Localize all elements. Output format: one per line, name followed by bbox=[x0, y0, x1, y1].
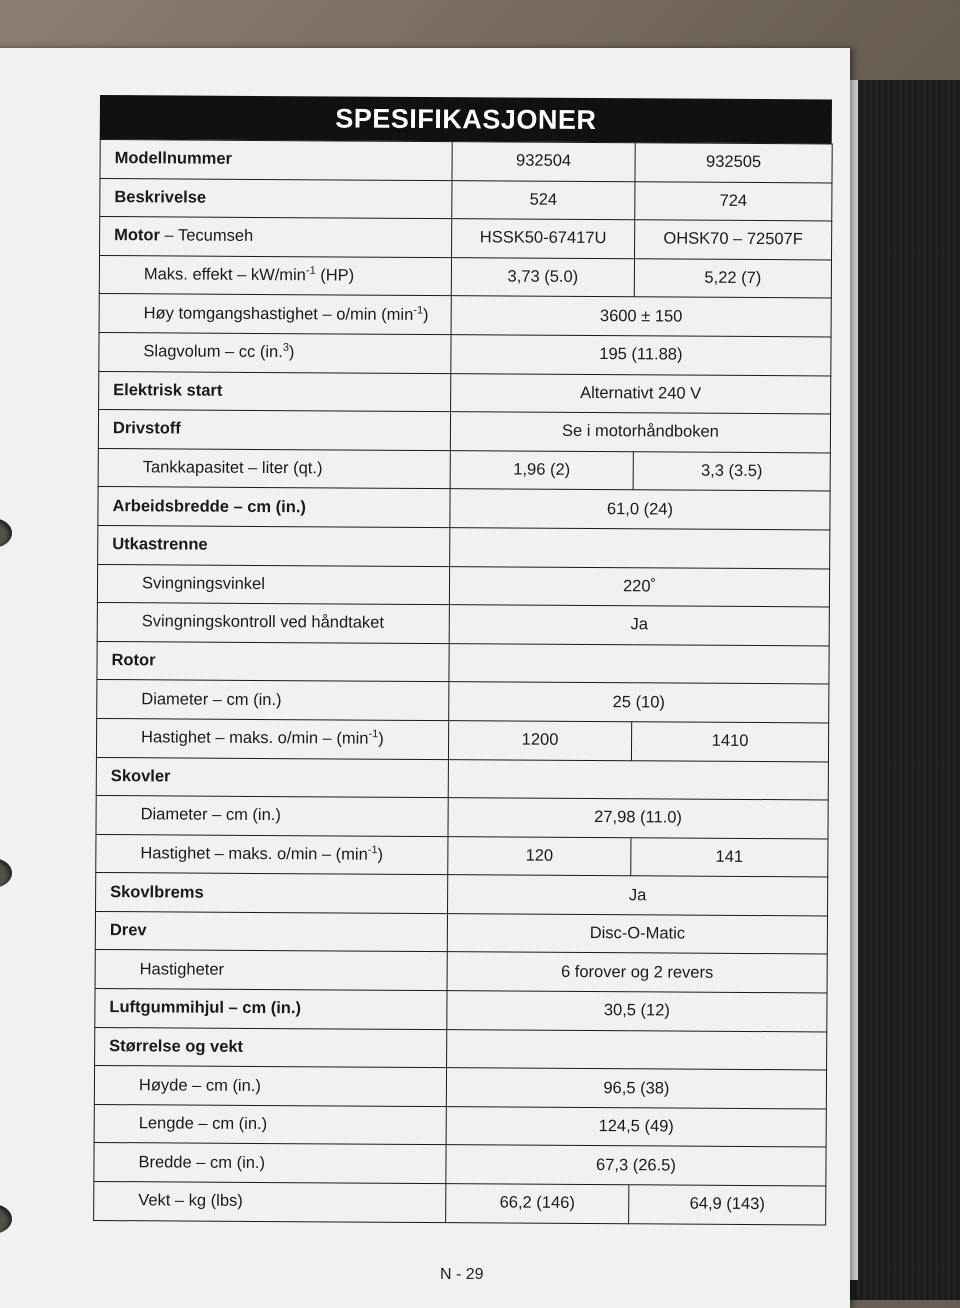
punch-hole bbox=[0, 518, 12, 548]
value-shared: Disc-O-Matic bbox=[447, 914, 827, 955]
row-label bbox=[99, 255, 451, 296]
table-row bbox=[95, 989, 827, 1032]
specifications-table bbox=[93, 95, 832, 1225]
section-label: Skovler bbox=[96, 757, 448, 798]
table-row bbox=[95, 1027, 827, 1070]
table-row bbox=[99, 371, 831, 414]
row-label: Diameter – cm (in.) bbox=[97, 680, 449, 721]
label-text: Slagvolum – cc (in. bbox=[143, 342, 283, 362]
row-label: Hastigheter bbox=[95, 950, 447, 991]
value-shared: Ja bbox=[449, 605, 829, 646]
row-label-bold: Motor bbox=[114, 226, 161, 245]
value-shared: 67,3 (26.5) bbox=[446, 1145, 826, 1186]
value-shared: Ja bbox=[448, 875, 828, 916]
binder-cover bbox=[850, 80, 960, 1300]
row-label bbox=[99, 332, 451, 373]
table-row bbox=[94, 1182, 826, 1225]
value-model-1: 120 bbox=[448, 836, 631, 876]
label-superscript: -1 bbox=[367, 844, 378, 857]
table-row bbox=[97, 641, 829, 684]
row-label: Tankkapasitet – liter (qt.) bbox=[98, 448, 450, 489]
value-model-2: 724 bbox=[635, 181, 832, 221]
label-text: ) bbox=[423, 305, 429, 324]
label-superscript: -1 bbox=[305, 264, 316, 277]
table-row bbox=[98, 448, 830, 491]
section-label: Størrelse og vekt bbox=[95, 1027, 447, 1068]
table-row bbox=[96, 757, 828, 800]
value-model-1: 932504 bbox=[452, 142, 635, 182]
table-row bbox=[99, 332, 831, 375]
value-model-1: 1200 bbox=[448, 721, 631, 761]
row-label: Modellnummer bbox=[100, 140, 452, 181]
table-row bbox=[99, 255, 831, 298]
label-text: ) bbox=[288, 343, 295, 362]
section-label: Rotor bbox=[97, 641, 449, 682]
table-row bbox=[94, 1143, 826, 1186]
table-row bbox=[94, 1066, 826, 1109]
table-row bbox=[98, 487, 830, 530]
value-model-2: 5,22 (7) bbox=[634, 259, 831, 299]
value-model-1: 524 bbox=[452, 180, 635, 220]
label-superscript: -1 bbox=[413, 304, 424, 317]
table-row bbox=[97, 603, 829, 646]
row-label: Luftgummihjul – cm (in.) bbox=[95, 989, 447, 1030]
row-label: Svingningsvinkel bbox=[97, 564, 449, 605]
value-shared: Se i motorhåndboken bbox=[450, 412, 830, 453]
table-row bbox=[98, 410, 830, 453]
value-shared: 27,98 (11.0) bbox=[448, 798, 828, 839]
row-label bbox=[99, 294, 451, 335]
value-shared: 25 (10) bbox=[449, 682, 829, 723]
label-superscript: 3 bbox=[282, 341, 290, 354]
row-label: Bredde – cm (in.) bbox=[94, 1143, 446, 1184]
value-model-2: 1410 bbox=[631, 722, 828, 762]
label-text: Hastighet – maks. o/min – (min bbox=[141, 728, 369, 748]
value-empty bbox=[447, 1029, 827, 1070]
table-row bbox=[98, 525, 830, 568]
value-model-1: 66,2 (146) bbox=[446, 1184, 629, 1224]
row-label: Høyde – cm (in.) bbox=[94, 1066, 446, 1107]
row-label-rest: – Tecumseh bbox=[159, 226, 254, 246]
value-shared: 61,0 (24) bbox=[450, 489, 830, 530]
table-row bbox=[99, 294, 831, 337]
value-shared: 30,5 (12) bbox=[447, 991, 827, 1032]
value-empty bbox=[450, 528, 830, 569]
table-row bbox=[95, 911, 827, 954]
row-label: Diameter – cm (in.) bbox=[96, 796, 448, 837]
section-label: Utkastrenne bbox=[98, 525, 450, 566]
value-model-2: OHSK70 – 72507F bbox=[635, 220, 832, 260]
row-label: Skovlbrems bbox=[96, 873, 448, 914]
row-label: Vekt – kg (lbs) bbox=[94, 1182, 446, 1223]
row-label: Arbeidsbredde – cm (in.) bbox=[98, 487, 450, 528]
table-row bbox=[96, 873, 828, 916]
spec-title: SPESIFIKASJONER bbox=[100, 95, 832, 143]
value-shared: 6 forover og 2 revers bbox=[447, 952, 827, 993]
table-row bbox=[96, 834, 828, 877]
table-row bbox=[100, 140, 832, 183]
table-row bbox=[97, 680, 829, 723]
label-text: (HP) bbox=[315, 266, 355, 285]
row-label: Svingningskontroll ved håndtaket bbox=[97, 603, 449, 644]
value-model-1: HSSK50-67417U bbox=[452, 219, 635, 259]
row-label: Drev bbox=[95, 911, 447, 952]
spec-grid bbox=[93, 139, 833, 1225]
value-shared: 96,5 (38) bbox=[446, 1068, 826, 1109]
label-text: ) bbox=[377, 845, 384, 864]
row-label: Elektrisk start bbox=[99, 371, 451, 412]
row-label bbox=[100, 217, 452, 258]
value-model-2: 64,9 (143) bbox=[629, 1185, 826, 1225]
row-label bbox=[96, 834, 448, 875]
value-shared: 220˚ bbox=[449, 566, 829, 607]
value-model-1: 3,73 (5.0) bbox=[451, 257, 634, 297]
table-row bbox=[95, 950, 827, 993]
row-label: Beskrivelse bbox=[100, 178, 452, 219]
label-text: Hastighet – maks. o/min – (min bbox=[140, 844, 368, 864]
page-number: N - 29 bbox=[440, 1266, 484, 1283]
table-row bbox=[100, 178, 832, 221]
table-row bbox=[94, 1104, 826, 1147]
table-row bbox=[96, 796, 828, 839]
value-shared: Alternativt 240 V bbox=[451, 373, 831, 414]
punch-hole bbox=[0, 1204, 12, 1234]
table-row bbox=[96, 718, 828, 761]
label-text: ) bbox=[378, 729, 384, 748]
label-text: Høy tomgangshastighet – o/min (min bbox=[143, 303, 414, 324]
value-model-2: 932505 bbox=[635, 143, 832, 183]
value-model-2: 141 bbox=[631, 837, 828, 877]
label-superscript: -1 bbox=[368, 728, 379, 741]
row-label bbox=[96, 718, 448, 759]
row-label: Lengde – cm (in.) bbox=[94, 1104, 446, 1145]
value-empty bbox=[449, 643, 829, 684]
value-shared: 124,5 (49) bbox=[446, 1106, 826, 1147]
value-model-1: 1,96 (2) bbox=[450, 450, 633, 490]
value-empty bbox=[448, 759, 828, 800]
value-model-2: 3,3 (3.5) bbox=[633, 452, 830, 492]
table-row bbox=[97, 564, 829, 607]
row-label: Drivstoff bbox=[98, 410, 450, 451]
value-shared: 195 (11.88) bbox=[451, 335, 831, 376]
value-shared: 3600 ± 150 bbox=[451, 296, 831, 337]
label-text: Maks. effekt – kW/min bbox=[143, 265, 306, 285]
punch-hole bbox=[0, 858, 12, 888]
table-row bbox=[100, 217, 832, 260]
